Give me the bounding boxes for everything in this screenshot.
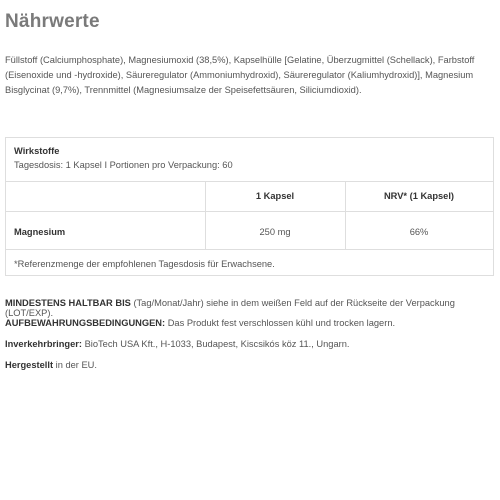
note-text: BioTech USA Kft., H-1033, Budapest, Kiscsikós köz 11., Ungarn. [81, 339, 350, 349]
header-cell-name [6, 181, 205, 211]
distributor-note [5, 339, 350, 349]
table-row [6, 215, 493, 249]
nutrient-amount: 250 mg [259, 227, 291, 237]
page-title: Nährwerte [5, 11, 100, 32]
best-before-note [5, 298, 500, 318]
divider [6, 211, 493, 212]
column-divider [345, 181, 346, 249]
ingredients-text: Füllstoff (Calciumphosphate), Magnesiumoxid (38,5%), Kapselhülle [Gelatine, Überzugmittel (Schellack), Farbstoff (Eisenoxide und -hydroxide), Säureregulator (Ammoniumhydroxid), Säureregulator (Kaliumhydroxid)], Magnesium Bisglycinat (9,7%), Trennmittel (Magnesiumsalze der Speisefettsäuren, Siliciumdioxid). [5, 55, 475, 95]
column-divider [205, 181, 206, 249]
header-cell-amount: 1 Kapsel [255, 191, 295, 201]
note-text: Das Produkt fest verschlossen kühl und trocken lagern. [165, 318, 396, 328]
table-title: Wirkstoffe [14, 146, 60, 156]
note-label: Hergestellt [5, 360, 54, 370]
header-cell-nrv: NRV* (1 Kapsel) [383, 191, 455, 201]
storage-note [5, 318, 395, 328]
origin-note [5, 360, 97, 370]
note-text: in der EU. [53, 360, 97, 370]
table-footnote: *Referenzmenge der empfohlenen Tagesdosis für Erwachsene. [14, 259, 275, 269]
nutrient-name: Magnesium [14, 227, 66, 237]
divider [6, 249, 493, 250]
note-label: Inverkehrbringer: [5, 339, 82, 349]
table-header-row [6, 181, 493, 211]
note-label: AUFBEWAHRUNGSBEDINGUNGEN: [5, 318, 166, 328]
note-label: MINDESTENS HALTBAR BIS [5, 298, 131, 308]
note-text: (Tag/Monat/Jahr) siehe in dem weißen Feld auf der Rückseite der Verpackung (LOT/EXP). [5, 298, 455, 318]
nutrient-nrv: 66% [409, 227, 429, 237]
active-ingredients-table [5, 137, 494, 276]
dose-info: Tagesdosis: 1 Kapsel I Portionen pro Verpackung: 60 [14, 160, 233, 170]
